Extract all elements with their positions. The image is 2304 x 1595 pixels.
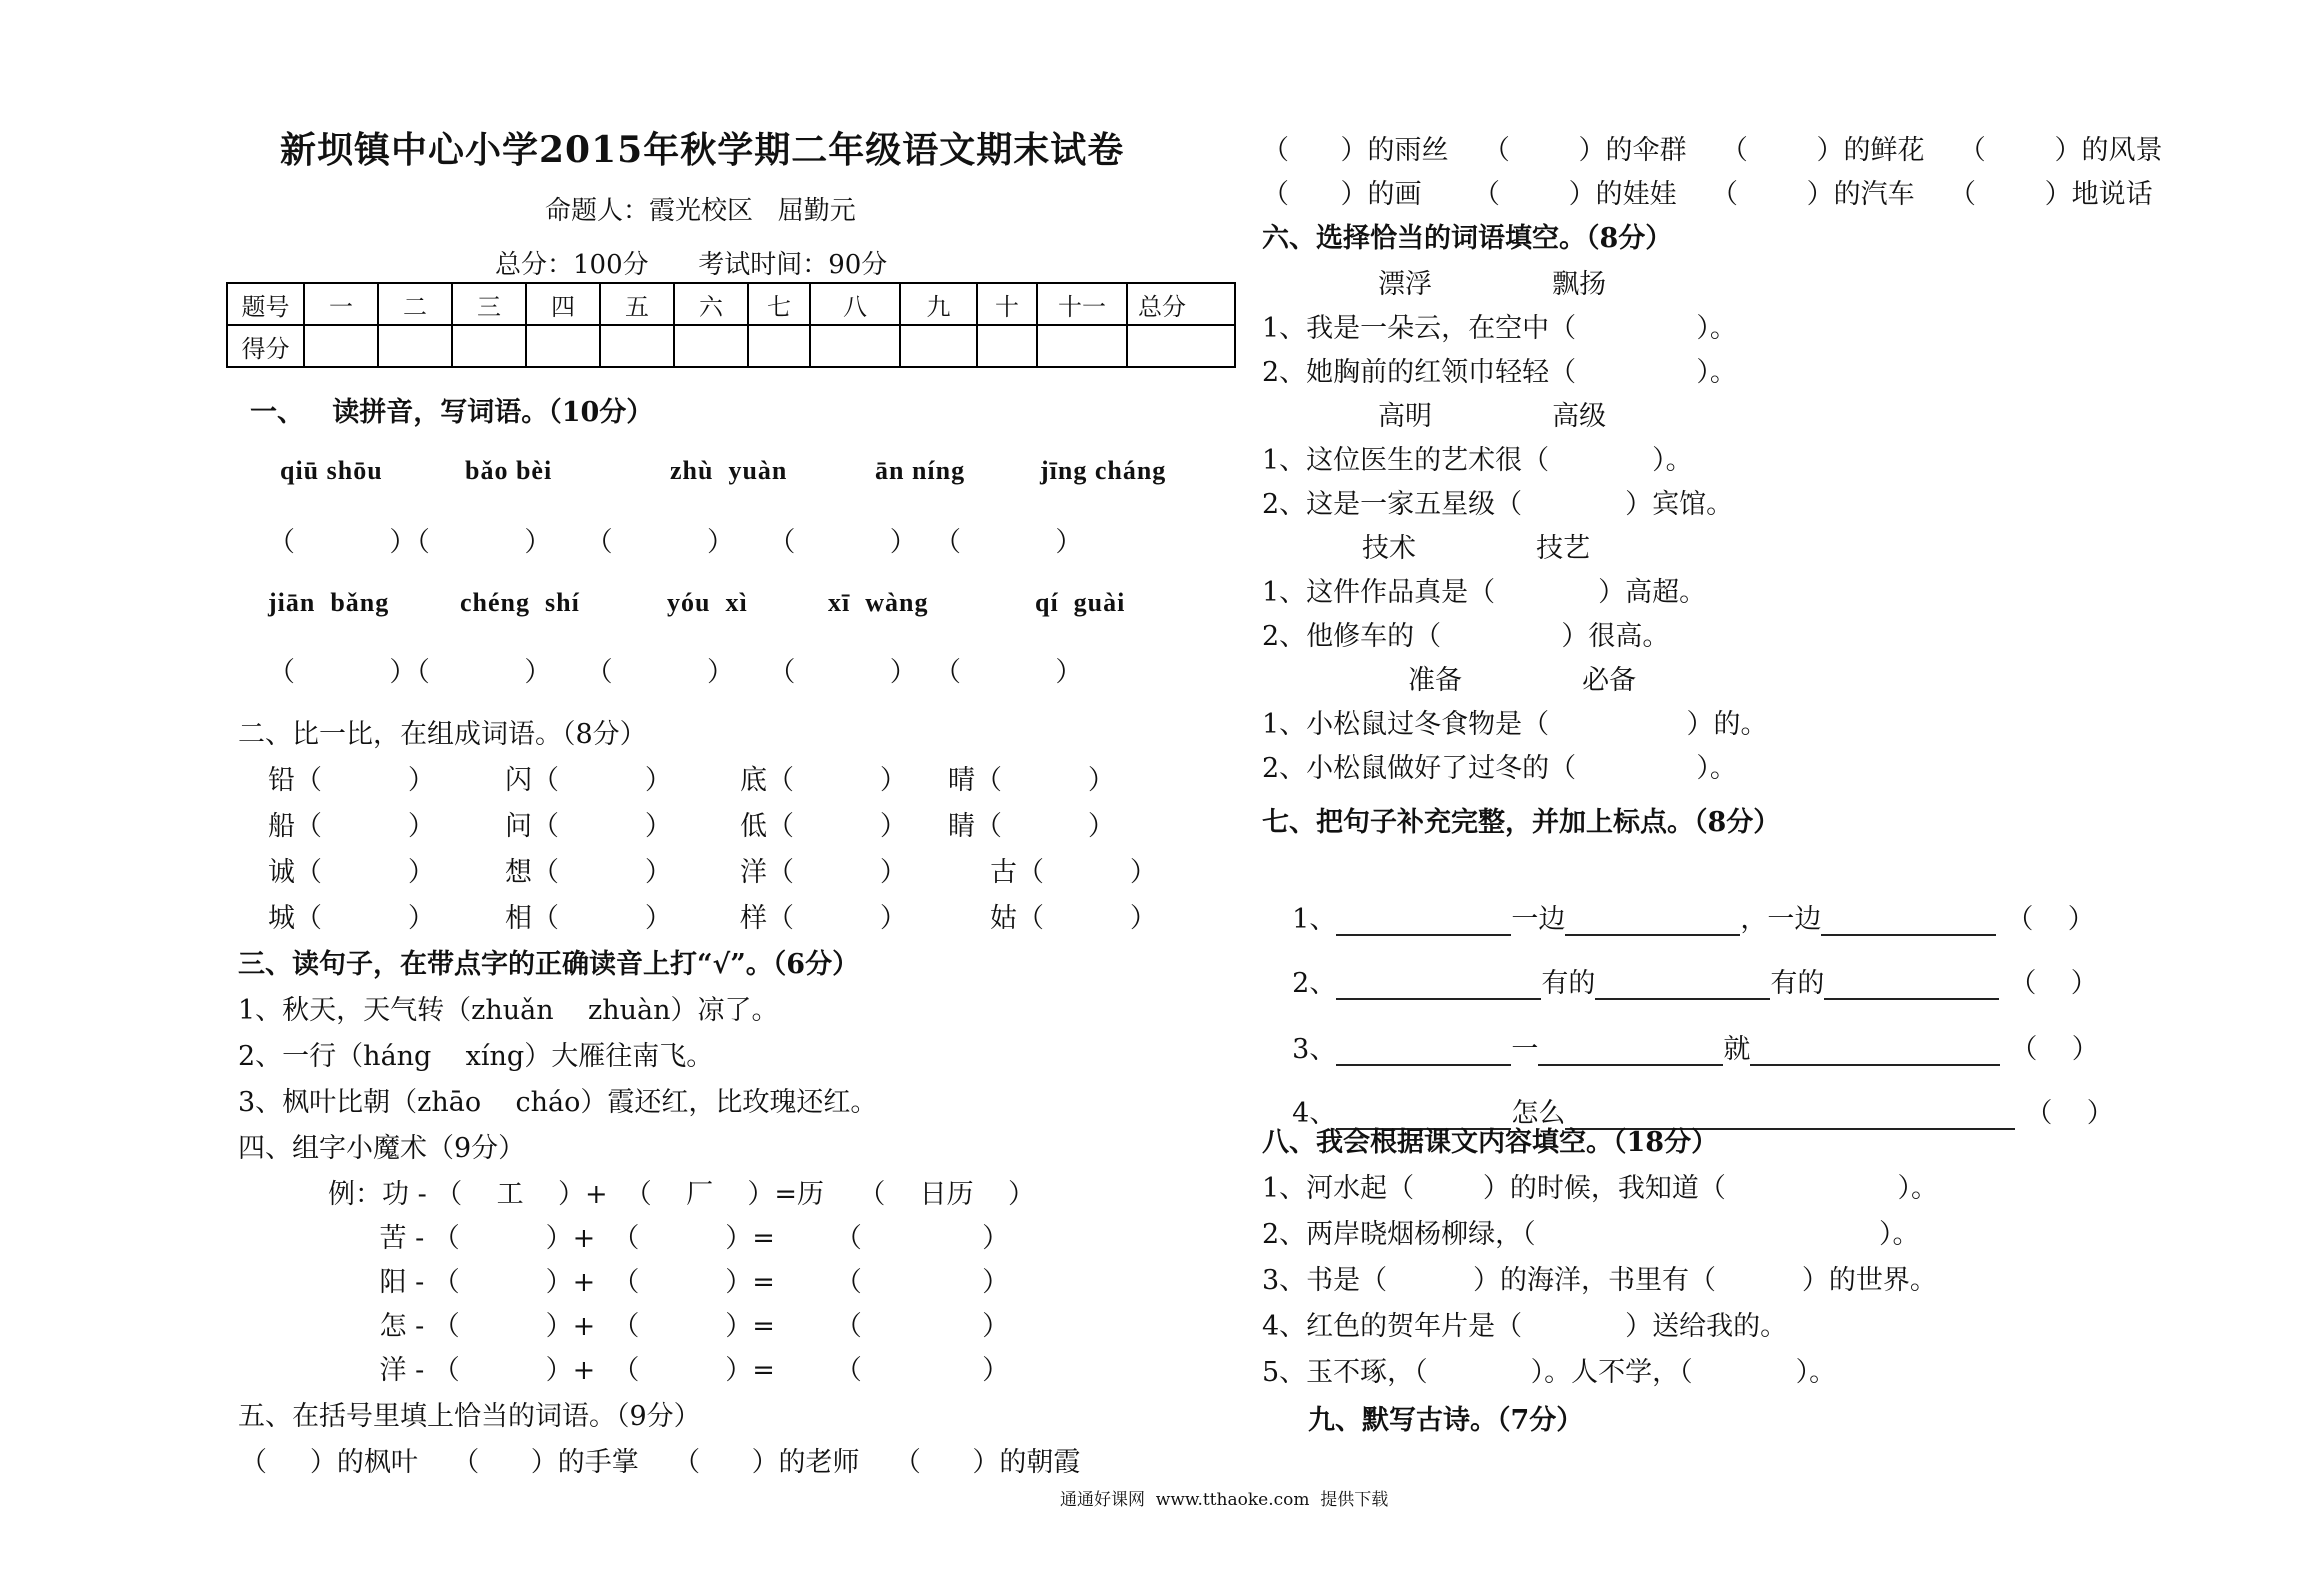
score-cell[interactable] (810, 325, 900, 367)
question-line[interactable]: 2、两岸晓烟杨柳绿，（ ）。 (1262, 1219, 1920, 1250)
item-number: 4、 (1292, 1098, 1337, 1129)
question-line[interactable]: 2、一行（háng xíng）大雁往南飞。 (238, 1041, 714, 1072)
section-3-heading: 三、读句子，在带点字的正确读音上打“√”。（6分） (238, 949, 860, 980)
question-line[interactable]: 3、书是（ ）的海洋，书里有（ ）的世界。 (1262, 1265, 1937, 1296)
item-number: 3、 (1292, 1034, 1337, 1065)
pinyin-item: xī wàng (828, 588, 929, 617)
score-cell[interactable] (304, 325, 378, 367)
question-line[interactable]: 2、她胸前的红领巾轻轻（ ）。 (1262, 357, 1737, 388)
pinyin-item: chéng shí (460, 588, 580, 617)
table-cell: 五 (600, 283, 674, 325)
pinyin-item: qiū shōu (280, 456, 383, 485)
word-choices: 准备 必备 (1408, 665, 1637, 696)
word-choices: 高明 高级 (1378, 401, 1607, 432)
word-item[interactable]: 船（ ） (268, 811, 435, 842)
question-line[interactable]: （ ）的枫叶 （ ）的手掌 （ ）的老师 （ ）的朝霞 (240, 1447, 1081, 1478)
word-item[interactable]: 城（ ） (268, 903, 435, 934)
section-2-heading: 二、比一比，在组成词语。（8分） (238, 719, 647, 750)
score-cell[interactable] (748, 325, 810, 367)
punctuation-paren[interactable]: （ ） (2025, 1098, 2114, 1129)
word-item[interactable]: 想（ ） (505, 857, 672, 888)
table-cell: 七 (748, 283, 810, 325)
connector-word: 怎么 (1511, 1098, 1566, 1129)
question-line[interactable]: 5、玉不琢，（ ）。人不学，（ ）。 (1262, 1357, 1837, 1388)
table-cell: 十 (977, 283, 1037, 325)
pinyin-item: ān níng (875, 456, 966, 485)
question-line[interactable]: （ ）的画 （ ）的娃娃 （ ）的汽车 （ ）地说话 (1262, 179, 2153, 210)
table-cell: 题号 (227, 283, 304, 325)
exam-meta: 总分：100分 考试时间：90分 (495, 250, 888, 280)
question-line[interactable]: 苦 - （ ）+ （ ）= （ ） (328, 1223, 1010, 1254)
question-line[interactable]: 2、小松鼠做好了过冬的（ ）。 (1262, 753, 1737, 784)
score-cell[interactable] (526, 325, 600, 367)
item-number: 1、 (1292, 904, 1337, 935)
answer-paren-row[interactable]: （ ）（ ） （ ） （ ） （ ） (268, 527, 1083, 558)
completion-sentence (1275, 930, 2098, 1000)
word-item[interactable]: 古（ ） (990, 857, 1157, 888)
question-line[interactable]: （ ）的雨丝 （ ）的伞群 （ ）的鲜花 （ ）的风景 (1262, 135, 2163, 166)
word-item[interactable]: 闪（ ） (505, 765, 672, 796)
table-cell: 二 (378, 283, 452, 325)
punctuation-paren[interactable]: （ ） (2006, 904, 2095, 935)
word-item[interactable]: 样（ ） (740, 903, 907, 934)
word-item[interactable]: 低（ ） (740, 811, 907, 842)
score-cell[interactable] (977, 325, 1037, 367)
word-item[interactable]: 姑（ ） (990, 903, 1157, 934)
page-footer: 通通好课网 www.tthaoke.com 提供下载 (1060, 1490, 1389, 1510)
question-line[interactable]: 4、红色的贺年片是（ ）送给我的。 (1262, 1311, 1788, 1342)
word-item[interactable]: 铅（ ） (268, 765, 435, 796)
word-choices: 技术 技艺 (1362, 533, 1591, 564)
author-line: 命题人：霞光校区 屈勤元 (545, 196, 856, 226)
punctuation-paren[interactable]: （ ） (2009, 968, 2098, 999)
connector-word: 就 (1723, 1034, 1751, 1065)
score-table (226, 282, 1236, 368)
score-cell[interactable] (674, 325, 748, 367)
question-line[interactable]: 1、小松鼠过冬食物是（ ）的。 (1262, 709, 1768, 740)
score-cell[interactable] (452, 325, 526, 367)
word-item[interactable]: 问（ ） (505, 811, 672, 842)
score-cell[interactable] (600, 325, 674, 367)
question-line[interactable]: 1、河水起（ ）的时候，我知道（ ）。 (1262, 1173, 1938, 1204)
question-line[interactable]: 阳 - （ ）+ （ ）= （ ） (328, 1267, 1010, 1298)
question-line[interactable]: 1、我是一朵云，在空中（ ）。 (1262, 313, 1737, 344)
completion-sentence (1275, 996, 2099, 1066)
section-1-heading: 一、 读拼音，写词语。（10分） (250, 397, 654, 428)
word-item[interactable]: 相（ ） (505, 903, 672, 934)
table-cell: 九 (900, 283, 977, 325)
question-line[interactable]: 1、这件作品真是（ ）高超。 (1262, 577, 1707, 608)
question-line[interactable]: 洋 - （ ）+ （ ）= （ ） (328, 1355, 1010, 1386)
table-cell: 四 (526, 283, 600, 325)
question-line[interactable]: 1、这位医生的艺术很（ ）。 (1262, 445, 1693, 476)
pinyin-item: yóu xì (667, 588, 748, 617)
section-8-heading: 八、我会根据课文内容填空。（18分） (1262, 1127, 1719, 1158)
answer-paren-row[interactable]: （ ）（ ） （ ） （ ） （ ） (268, 657, 1083, 688)
connector-word: 有的 (1770, 968, 1825, 999)
table-cell: 十一 (1037, 283, 1127, 325)
score-table-score-row (227, 325, 1235, 367)
pinyin-item: qí guài (1035, 588, 1126, 617)
section-9-heading: 九、默写古诗。（7分） (1308, 1405, 1584, 1436)
table-cell: 六 (674, 283, 748, 325)
connector-word: 一边 (1511, 904, 1566, 935)
item-number: 2、 (1292, 968, 1337, 999)
connector-word: 有的 (1541, 968, 1596, 999)
score-cell[interactable] (900, 325, 977, 367)
table-cell: 一 (304, 283, 378, 325)
question-line[interactable]: 2、这是一家五星级（ ）宾馆。 (1262, 489, 1734, 520)
section-5-heading: 五、在括号里填上恰当的词语。（9分） (238, 1401, 701, 1432)
score-cell[interactable] (1127, 325, 1235, 367)
connector-word: 一 (1511, 1034, 1539, 1065)
page-title: 新坝镇中心小学2015年秋学期二年级语文期末试卷 (280, 129, 1125, 171)
table-cell: 三 (452, 283, 526, 325)
table-cell: 得分 (227, 325, 304, 367)
word-choices: 漂浮 飘扬 (1378, 269, 1607, 300)
table-cell: 总分 (1127, 283, 1235, 325)
section-6-heading: 六、选择恰当的词语填空。（8分） (1262, 223, 1673, 254)
word-item[interactable]: 诚（ ） (268, 857, 435, 888)
question-line[interactable]: 2、他修车的（ ）很高。 (1262, 621, 1670, 652)
score-cell[interactable] (378, 325, 452, 367)
pinyin-item: zhù yuàn (670, 456, 788, 485)
word-item[interactable]: 洋（ ） (740, 857, 907, 888)
section-4-heading: 四、组字小魔术（9分） (238, 1133, 526, 1164)
word-item[interactable]: 睛（ ） (948, 811, 1115, 842)
question-line[interactable]: 3、枫叶比朝（zhāo cháo）霞还红，比玫瑰还红。 (238, 1087, 878, 1118)
table-cell: 八 (810, 283, 900, 325)
connector-word: ，一边 (1740, 904, 1822, 935)
completion-sentence (1275, 866, 2095, 936)
question-line[interactable]: 1、秋天，天气转（zhuǎn zhuàn）凉了。 (238, 995, 779, 1026)
score-cell[interactable] (1037, 325, 1127, 367)
word-item[interactable]: 晴（ ） (948, 765, 1115, 796)
example-line: 例：功 - （ 工 ）+ （ 厂 ）=历 （ 日历 ） (328, 1179, 1036, 1210)
question-line[interactable]: 怎 - （ ）+ （ ）= （ ） (328, 1311, 1010, 1342)
score-table-header-row (227, 283, 1235, 325)
punctuation-paren[interactable]: （ ） (2010, 1034, 2099, 1065)
section-7-heading: 七、把句子补充完整，并加上标点。（8分） (1262, 807, 1781, 838)
pinyin-item: bǎo bèi (465, 456, 553, 485)
pinyin-item: jiān bǎng (268, 588, 390, 617)
word-item[interactable]: 底（ ） (740, 765, 907, 796)
pinyin-item: jīng cháng (1040, 456, 1167, 485)
